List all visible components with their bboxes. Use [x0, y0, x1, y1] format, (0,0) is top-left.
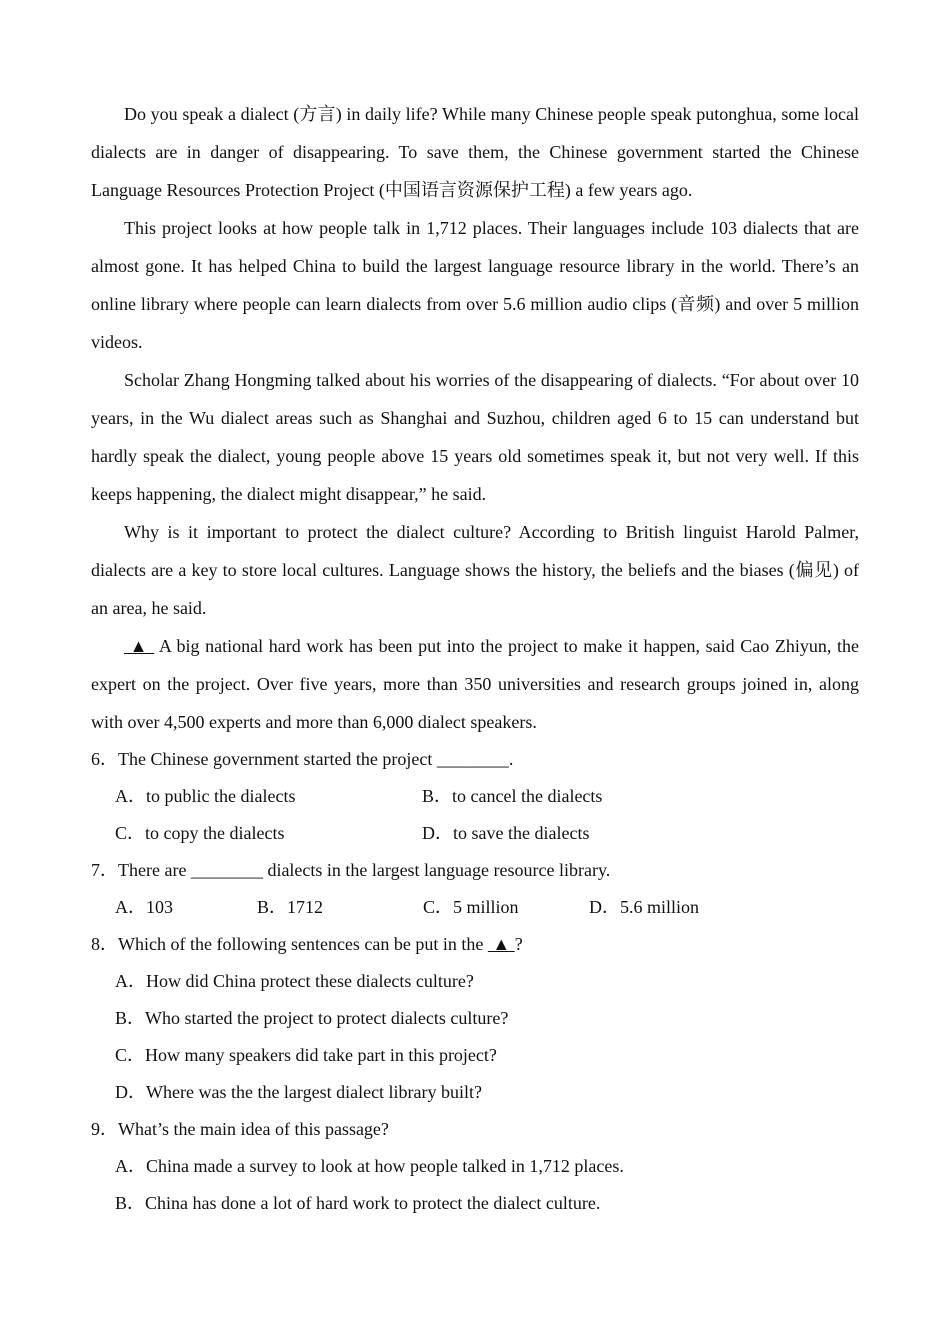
- question-6-option-a: A．to public the dialects: [115, 786, 296, 806]
- question-8-stem: [91, 926, 859, 963]
- passage-paragraph-1: Do you speak a dialect (方言) in daily life? While many Chinese people speak putonghua, some local dialects are in danger of disappearing. To save them, the Chinese government started the Chinese Language Resources Protection Project (中国语言资源保护工程) a few years ago.: [91, 104, 859, 200]
- question-8-stem-text: 8．Which of the following sentences can be put in the: [91, 934, 488, 954]
- question-6-options-row-2: [91, 815, 859, 852]
- question-6-option-d: D．to save the dialects: [422, 823, 590, 843]
- question-8-option-d: D．Where was the the largest dialect library built?: [115, 1082, 483, 1102]
- question-9-option-b: B．China has done a lot of hard work to protect the dialect culture.: [115, 1193, 601, 1213]
- question-8-option-a: A．How did China protect these dialects culture?: [115, 971, 474, 991]
- question-7-option-d: D．5.6 million: [589, 897, 700, 917]
- passage-paragraph-5: [91, 627, 859, 741]
- question-6-options-row-1: [91, 778, 859, 815]
- blank-marker: ▲: [124, 636, 155, 656]
- passage-paragraph-4: Why is it important to protect the dialect culture? According to British linguist Harold Palmer, dialects are a key to store local cultures. Language shows the history, the beliefs and the biases (偏见) of an area, he said.: [91, 522, 859, 618]
- question-9-option-a: A．China made a survey to look at how people talked in 1,712 places.: [115, 1156, 624, 1176]
- question-8-option-b: B．Who started the project to protect dialects culture?: [115, 1008, 509, 1028]
- passage-paragraph-5-text: A big national hard work has been put into the project to make it happen, said Cao Zhiyun, the expert on the project. Over five years, more than 350 universities and research groups joined in, along with over 4,500 experts and more than 6,000 dialect speakers.: [91, 636, 859, 732]
- question-6-stem: 6．The Chinese government started the project ________.: [91, 749, 514, 769]
- question-7-option-c: C．5 million: [423, 897, 519, 917]
- question-7-options: [91, 889, 859, 926]
- document-page: [91, 95, 859, 1222]
- question-8-blank-marker: ▲: [487, 934, 515, 954]
- question-9-stem: 9．What’s the main idea of this passage?: [91, 1119, 389, 1139]
- question-7-option-a: A．103: [115, 897, 173, 917]
- question-8-stem-end: ?: [514, 934, 523, 954]
- passage-paragraph-3: Scholar Zhang Hongming talked about his worries of the disappearing of dialects. “For about over 10 years, in the Wu dialect areas such as Shanghai and Suzhou, children aged 6 to 15 can understand but hardly speak the dialect, young people above 15 years old sometimes speak it, but not very well. If this keeps happening, the dialect might disappear,” he said.: [91, 370, 859, 504]
- passage-paragraph-2: This project looks at how people talk in 1,712 places. Their languages include 103 dialects that are almost gone. It has helped China to build the largest language resource library in the world. There’s an online library where people can learn dialects from over 5.6 million audio clips (音频) and over 5 million videos.: [91, 218, 859, 352]
- question-6-option-b: B．to cancel the dialects: [422, 786, 603, 806]
- question-8-option-c: C．How many speakers did take part in this project?: [115, 1045, 497, 1065]
- question-6-option-c: C．to copy the dialects: [115, 823, 285, 843]
- question-7-option-b: B．1712: [257, 897, 324, 917]
- question-7-stem: 7．There are ________ dialects in the largest language resource library.: [91, 860, 611, 880]
